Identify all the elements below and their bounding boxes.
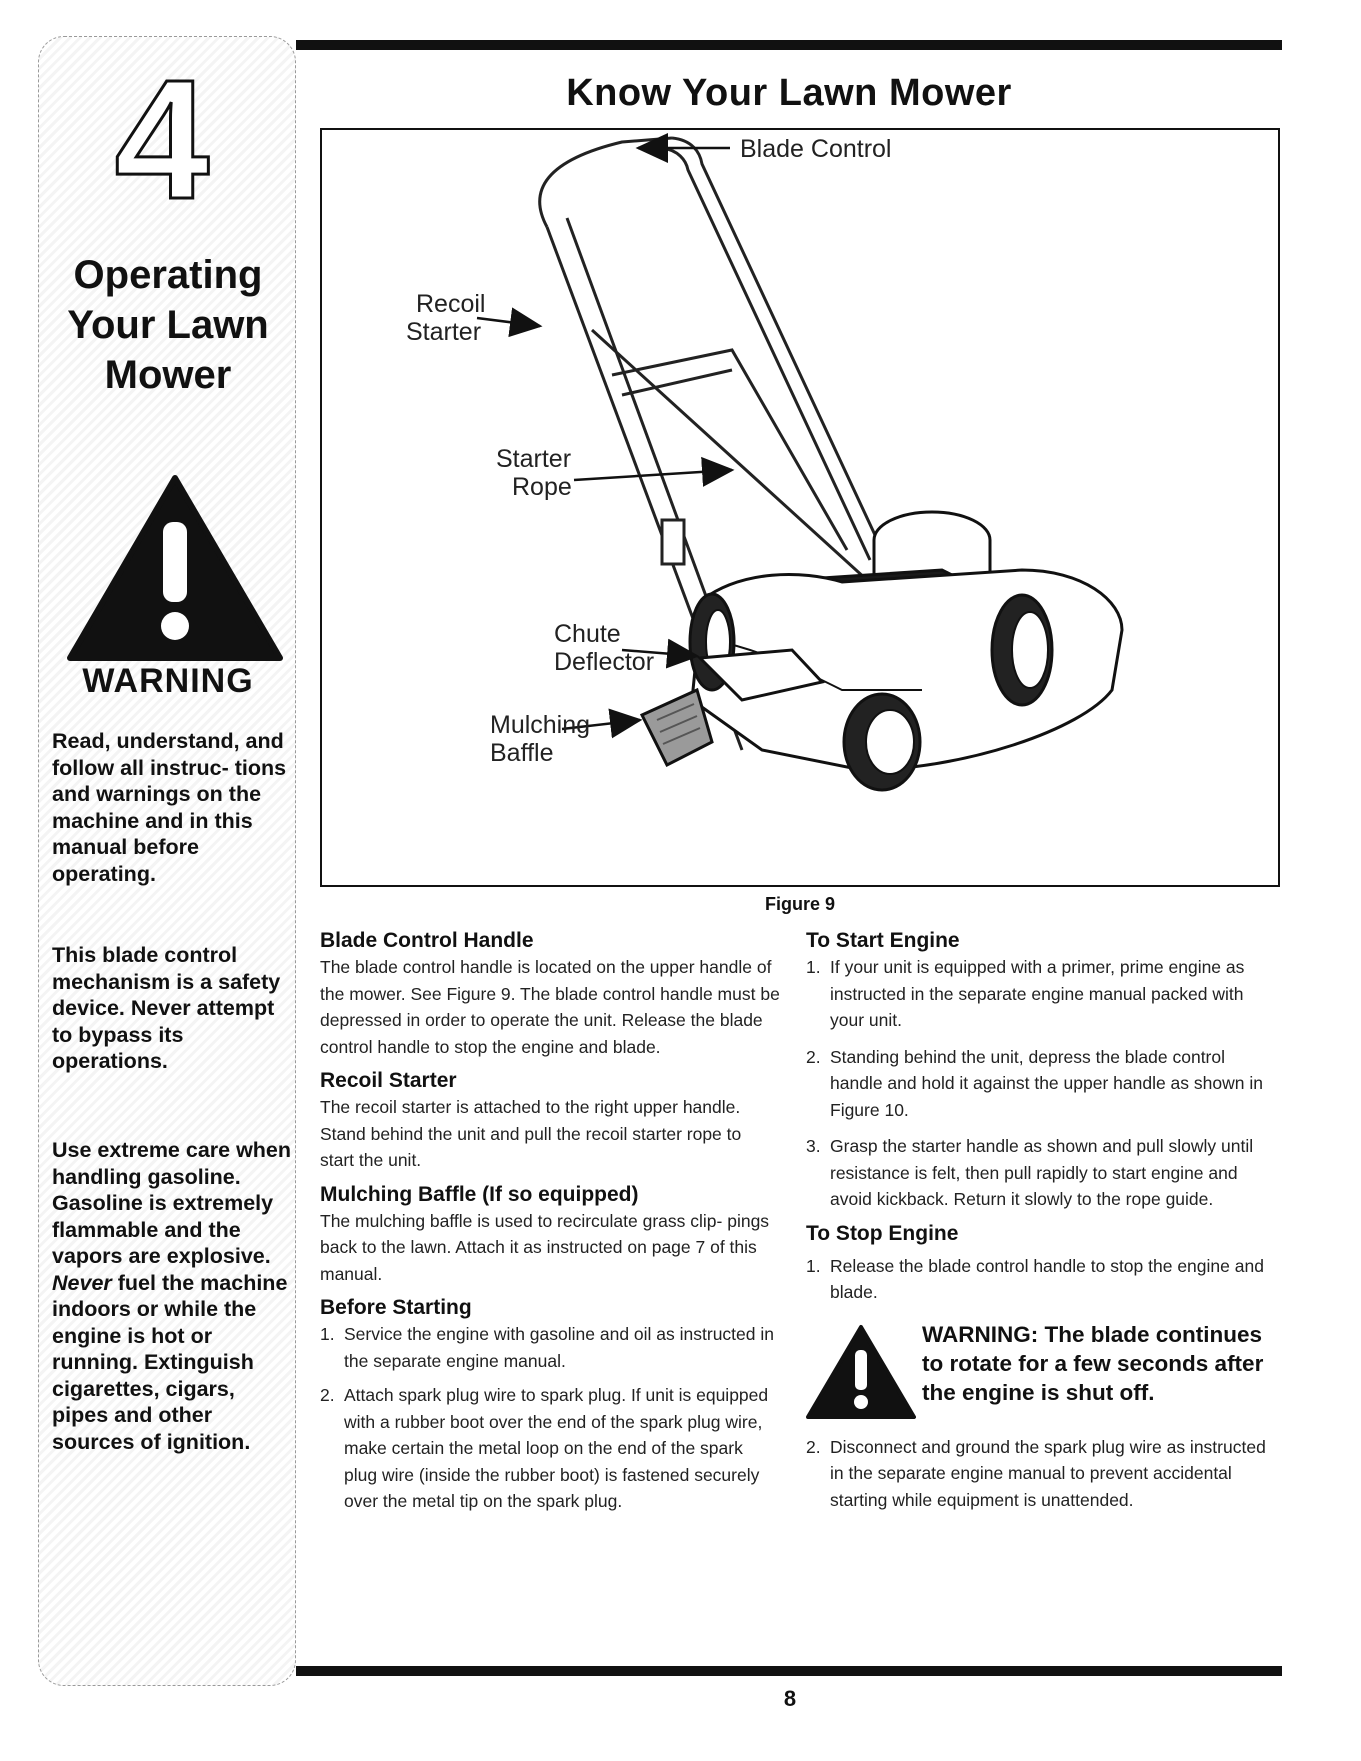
mulching-baffle-heading: Mulching Baffle (If so equipped) <box>320 1182 639 1206</box>
section-title <box>42 250 294 400</box>
blade-control-text: The blade control handle is located on the upper handle of the mower. See Figure 9. The blade control handle must be depressed in order to operate the unit. Release the blade control handle to stop the engine and blade. <box>320 957 780 1057</box>
label-blade-control: Blade Control <box>740 135 892 163</box>
before-starting-heading: Before Starting <box>320 1296 472 1319</box>
warning-paragraph: Read, understand, and follow all instruc- tions and warnings on the machine and in this manual before operating. <box>52 729 287 886</box>
gasoline-warning-emphasis: Never <box>52 1270 112 1295</box>
top-rule <box>296 40 1282 50</box>
warning-icon <box>806 1324 916 1420</box>
list-number: 2. <box>806 1436 821 1457</box>
list-number: 1. <box>320 1324 335 1344</box>
label-recoil: Recoil <box>416 290 486 318</box>
list-number: 1. <box>806 957 821 977</box>
blade-control-heading: Blade Control Handle <box>320 929 534 952</box>
gasoline-warning-end: fuel the machine indoors or while the engine is hot or running. Extinguish cigarettes, cigars, pipes and other sources of ignition. <box>52 1270 288 1454</box>
mulching-baffle-part <box>642 690 712 765</box>
list-number: 2. <box>806 1046 821 1067</box>
list-item <box>320 1321 780 1374</box>
label-chute: Chute <box>554 620 621 648</box>
list-item <box>806 954 1282 1034</box>
list-item <box>806 1434 1282 1514</box>
list-text: Release the blade control handle to stop the engine and blade. <box>830 1255 1264 1302</box>
label-baffle: Baffle <box>490 739 554 767</box>
page-number: 8 <box>783 1686 797 1711</box>
list-item <box>320 1382 780 1515</box>
section-title-line: Your Lawn <box>67 303 269 347</box>
right-column <box>806 928 1282 1513</box>
page-title: Know Your Lawn Mower <box>566 72 1012 114</box>
mower-illustration <box>322 130 1278 885</box>
recoil-starter-text: The recoil starter is attached to the right upper handle. Stand behind the unit and pull the recoil starter rope to start the unit. <box>320 1097 742 1170</box>
section-title-line: Mower <box>104 353 232 397</box>
label-mulching: Mulching <box>490 711 591 739</box>
svg-text:4: 4 <box>114 60 210 210</box>
blade-warning-text: WARNING: The blade continues to rotate for a few seconds after the engine is shut off. <box>922 1321 1264 1405</box>
warning-icon <box>66 472 284 662</box>
list-text: If your unit is equipped with a primer, prime engine as instructed in the separate engine manual packed with your unit. <box>830 957 1245 1030</box>
chapter-number <box>96 60 228 210</box>
list-item <box>806 1133 1282 1213</box>
blade-control-warning: This blade control mechanism is a safety device. Never attempt to bypass its operations. <box>52 943 281 1073</box>
label-starter: Starter <box>406 318 482 346</box>
figure-caption: Figure 9 <box>764 894 835 914</box>
recoil-starter-heading: Recoil Starter <box>320 1069 457 1092</box>
figure-frame <box>320 128 1280 887</box>
label-rope: Rope <box>512 473 572 501</box>
label-deflector: Deflector <box>554 648 655 676</box>
gasoline-warning-start: Use extreme care when handling gasoline. Gasoline is extremely flammable and the vapors are explosive. <box>52 1138 292 1268</box>
gasoline-warning <box>52 1137 292 1455</box>
start-engine-heading: To Start Engine <box>806 929 960 952</box>
list-text: Service the engine with gasoline and oil as instructed in the separate engine manual. <box>344 1324 774 1371</box>
label-starter-rope: Starter <box>496 445 572 473</box>
list-number: 1. <box>806 1255 821 1276</box>
list-item <box>806 1044 1282 1124</box>
list-item <box>806 1253 1282 1306</box>
list-text: Disconnect and ground the spark plug wire as instructed in the separate engine manual to prevent accidental starting while equipment is unattended. <box>830 1436 1266 1510</box>
list-number: 3. <box>806 1136 821 1156</box>
mulching-baffle-text: The mulching baffle is used to recirculate grass clip- pings back to the lawn. Attach it as instructed on page 7 of this manual. <box>320 1210 770 1284</box>
list-number: 2. <box>320 1385 335 1405</box>
blade-warning-callout <box>806 1320 1282 1428</box>
bottom-rule <box>296 1666 1282 1676</box>
left-column <box>320 928 780 1515</box>
section-title-line: Operating <box>73 253 263 297</box>
list-text: Grasp the starter handle as shown and pull slowly until resistance is felt, then pull rapidly to start engine and avoid kickback. Return it slowly to the rope guide. <box>830 1136 1254 1209</box>
list-text: Standing behind the unit, depress the blade control handle and hold it against the upper handle as shown in Figure 10. <box>830 1046 1263 1120</box>
list-text: Attach spark plug wire to spark plug. If unit is equipped with a rubber boot over the end of the spark plug wire, make certain the metal loop on the end of the spark plug wire (inside the rubber boot) is fastened securely over the metal tip on the spark plug. <box>344 1385 769 1511</box>
warning-heading: WARNING <box>82 662 254 700</box>
stop-engine-heading: To Stop Engine <box>806 1221 959 1245</box>
